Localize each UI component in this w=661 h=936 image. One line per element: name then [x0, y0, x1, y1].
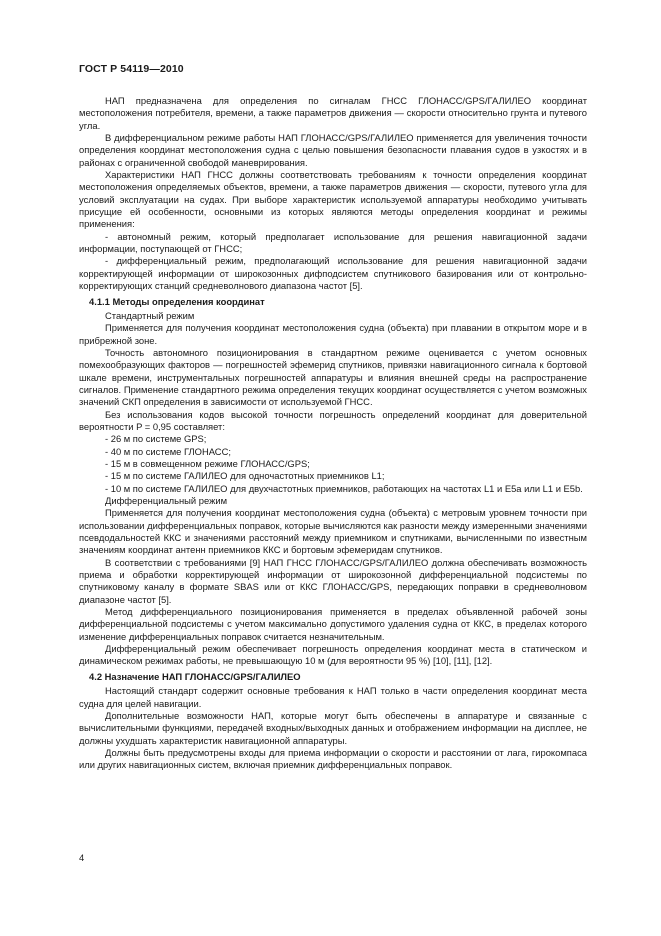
- subsection-title: Дифференциальный режим: [105, 495, 228, 506]
- section-heading: 4.1.1 Методы определения координат: [89, 295, 265, 307]
- document-body: [79, 95, 587, 772]
- page-number: 4: [79, 852, 85, 863]
- paragraph: Должны быть предусмотрены входы для приема информации о скорости и расстоянии от лага, гирокомпаса или других навигационных систем, включая приемник дифференциальных поправок.: [79, 746, 587, 771]
- section-heading: 4.2 Назначение НАП ГЛОНАСС/GPS/ГАЛИЛЕО: [89, 670, 301, 682]
- list-item: - дифференциальный режим, предполагающий использование для решения навигационной задачи корректирующей информации от широкозонных дифподсистем спутникового базирования или от контрольно-корректирующих станций средневолнового диапазона частот [5].: [79, 255, 587, 292]
- list-item: - 26 м по системе GPS;: [105, 433, 207, 445]
- list-item: - 40 м по системе ГЛОНАСС;: [105, 445, 231, 457]
- list-item: - 15 м в совмещенном режиме ГЛОНАСС/GPS;: [105, 457, 310, 469]
- subsection-title: Стандартный режим: [105, 309, 195, 321]
- list-item: - автономный режим, который предполагает использование для решения навигационной задачи информации, поступающей от ГНСС;: [79, 230, 587, 255]
- paragraph: Характеристики НАП ГНСС должны соответствовать требованиям к точности определения координат местоположения определяемых объектов, времени, а также параметров движения — скорости, путевого угла для условий эксплуатации на судах. При выборе характеристик используемой аппаратуры необходимо учитывать присущие ей особенности, основными из которых являются методы определения координат и режимы применения:: [79, 169, 587, 230]
- paragraph: Применяется для получения координат местоположения судна (объекта) при плавании в открытом море и в прибрежной зоне.: [79, 322, 587, 346]
- paragraph: Без использования кодов высокой точности погрешность определений координат для доверительной вероятности P = 0,95 составляет:: [79, 408, 587, 432]
- paragraph: Настоящий стандарт содержит основные требования к НАП только в части определения координат места судна для целей навигации.: [79, 685, 587, 709]
- list-item: - 15 м по системе ГАЛИЛЕО для одночастотных приемников L1;: [105, 470, 385, 482]
- paragraph: Применяется для получения координат местоположения судна (объекта) с метровым уровнем точности при использовании дифференциальных поправок, которые вычисляются как разности между измеренными значениями псевдодальностей ККС и значениями расстояний между приемником и спутниками, вычисленными по известным значениям координат антенн приемников ККС и бортовым эфемеридам спутников.: [79, 507, 587, 556]
- paragraph: НАП предназначена для определения по сигналам ГНСС ГЛОНАСС/GPS/ГАЛИЛЕО координат местоположения потребителя, времени, а также параметров движения — скорости относительно грунта и путевого угла.: [79, 95, 587, 131]
- paragraph: Точность автономного позиционирования в стандартном режиме оценивается с учетом основных помехообразующих факторов — погрешностей эфемерид спутников, привязки навигационного сигнала к бортовой шкале времени, инструментальных погрешностей аппаратуры и влияния внешней среды на распространение сигналов. Применение стандартного режима определения текущих координат осуществляется с учетом возможных значений СКП определения в зависимости от используемой ГНСС.: [79, 346, 587, 408]
- paragraph: В дифференциальном режиме работы НАП ГЛОНАСС/GPS/ГАЛИЛЕО применяется для увеличения точности определения координат местоположения судна с целью повышения безопасности плавания судов в узкостях и в районах с ограниченной свободой маневрирования.: [79, 132, 587, 168]
- paragraph: Метод дифференциального позиционирования применяется в пределах объявленной рабочей зоны дифференциальной подсистемы с учетом максимально допустимого удаления судна от ККС, в пределах которого изменение дифференциальных поправок считается незначительным.: [79, 606, 587, 642]
- paragraph: Дополнительные возможности НАП, которые могут быть обеспечены в аппаратуре и связанные с вычислительными функциями, передачей входных/выходных данных и отображением информации на дисплее, не должны ухудшать характеристик навигационной аппаратуры.: [79, 709, 587, 746]
- paragraph: В соответствии с требованиями [9] НАП ГНСС ГЛОНАСС/GPS/ГАЛИЛЕО должна обеспечивать возможность приема и обработки корректирующей информации от широкозонной дифференциальной подсистемы по спутниковому каналу в формате SBAS или от ККС ГЛОНАСС/GPS, передающих поправки в средневолновом диапазоне частот [5].: [79, 556, 587, 605]
- paragraph: Дифференциальный режим обеспечивает погрешность определения координат места в статическом и динамическом режимах работы, не превышающую 10 м (для вероятности 95 %) [10], [11], [12].: [79, 643, 587, 667]
- list-item: - 10 м по системе ГАЛИЛЕО для двухчастотных приемников, работающих на частотах L1 и E5a или L1 и E5b.: [105, 482, 583, 494]
- document-header: ГОСТ Р 54119—2010: [79, 63, 184, 75]
